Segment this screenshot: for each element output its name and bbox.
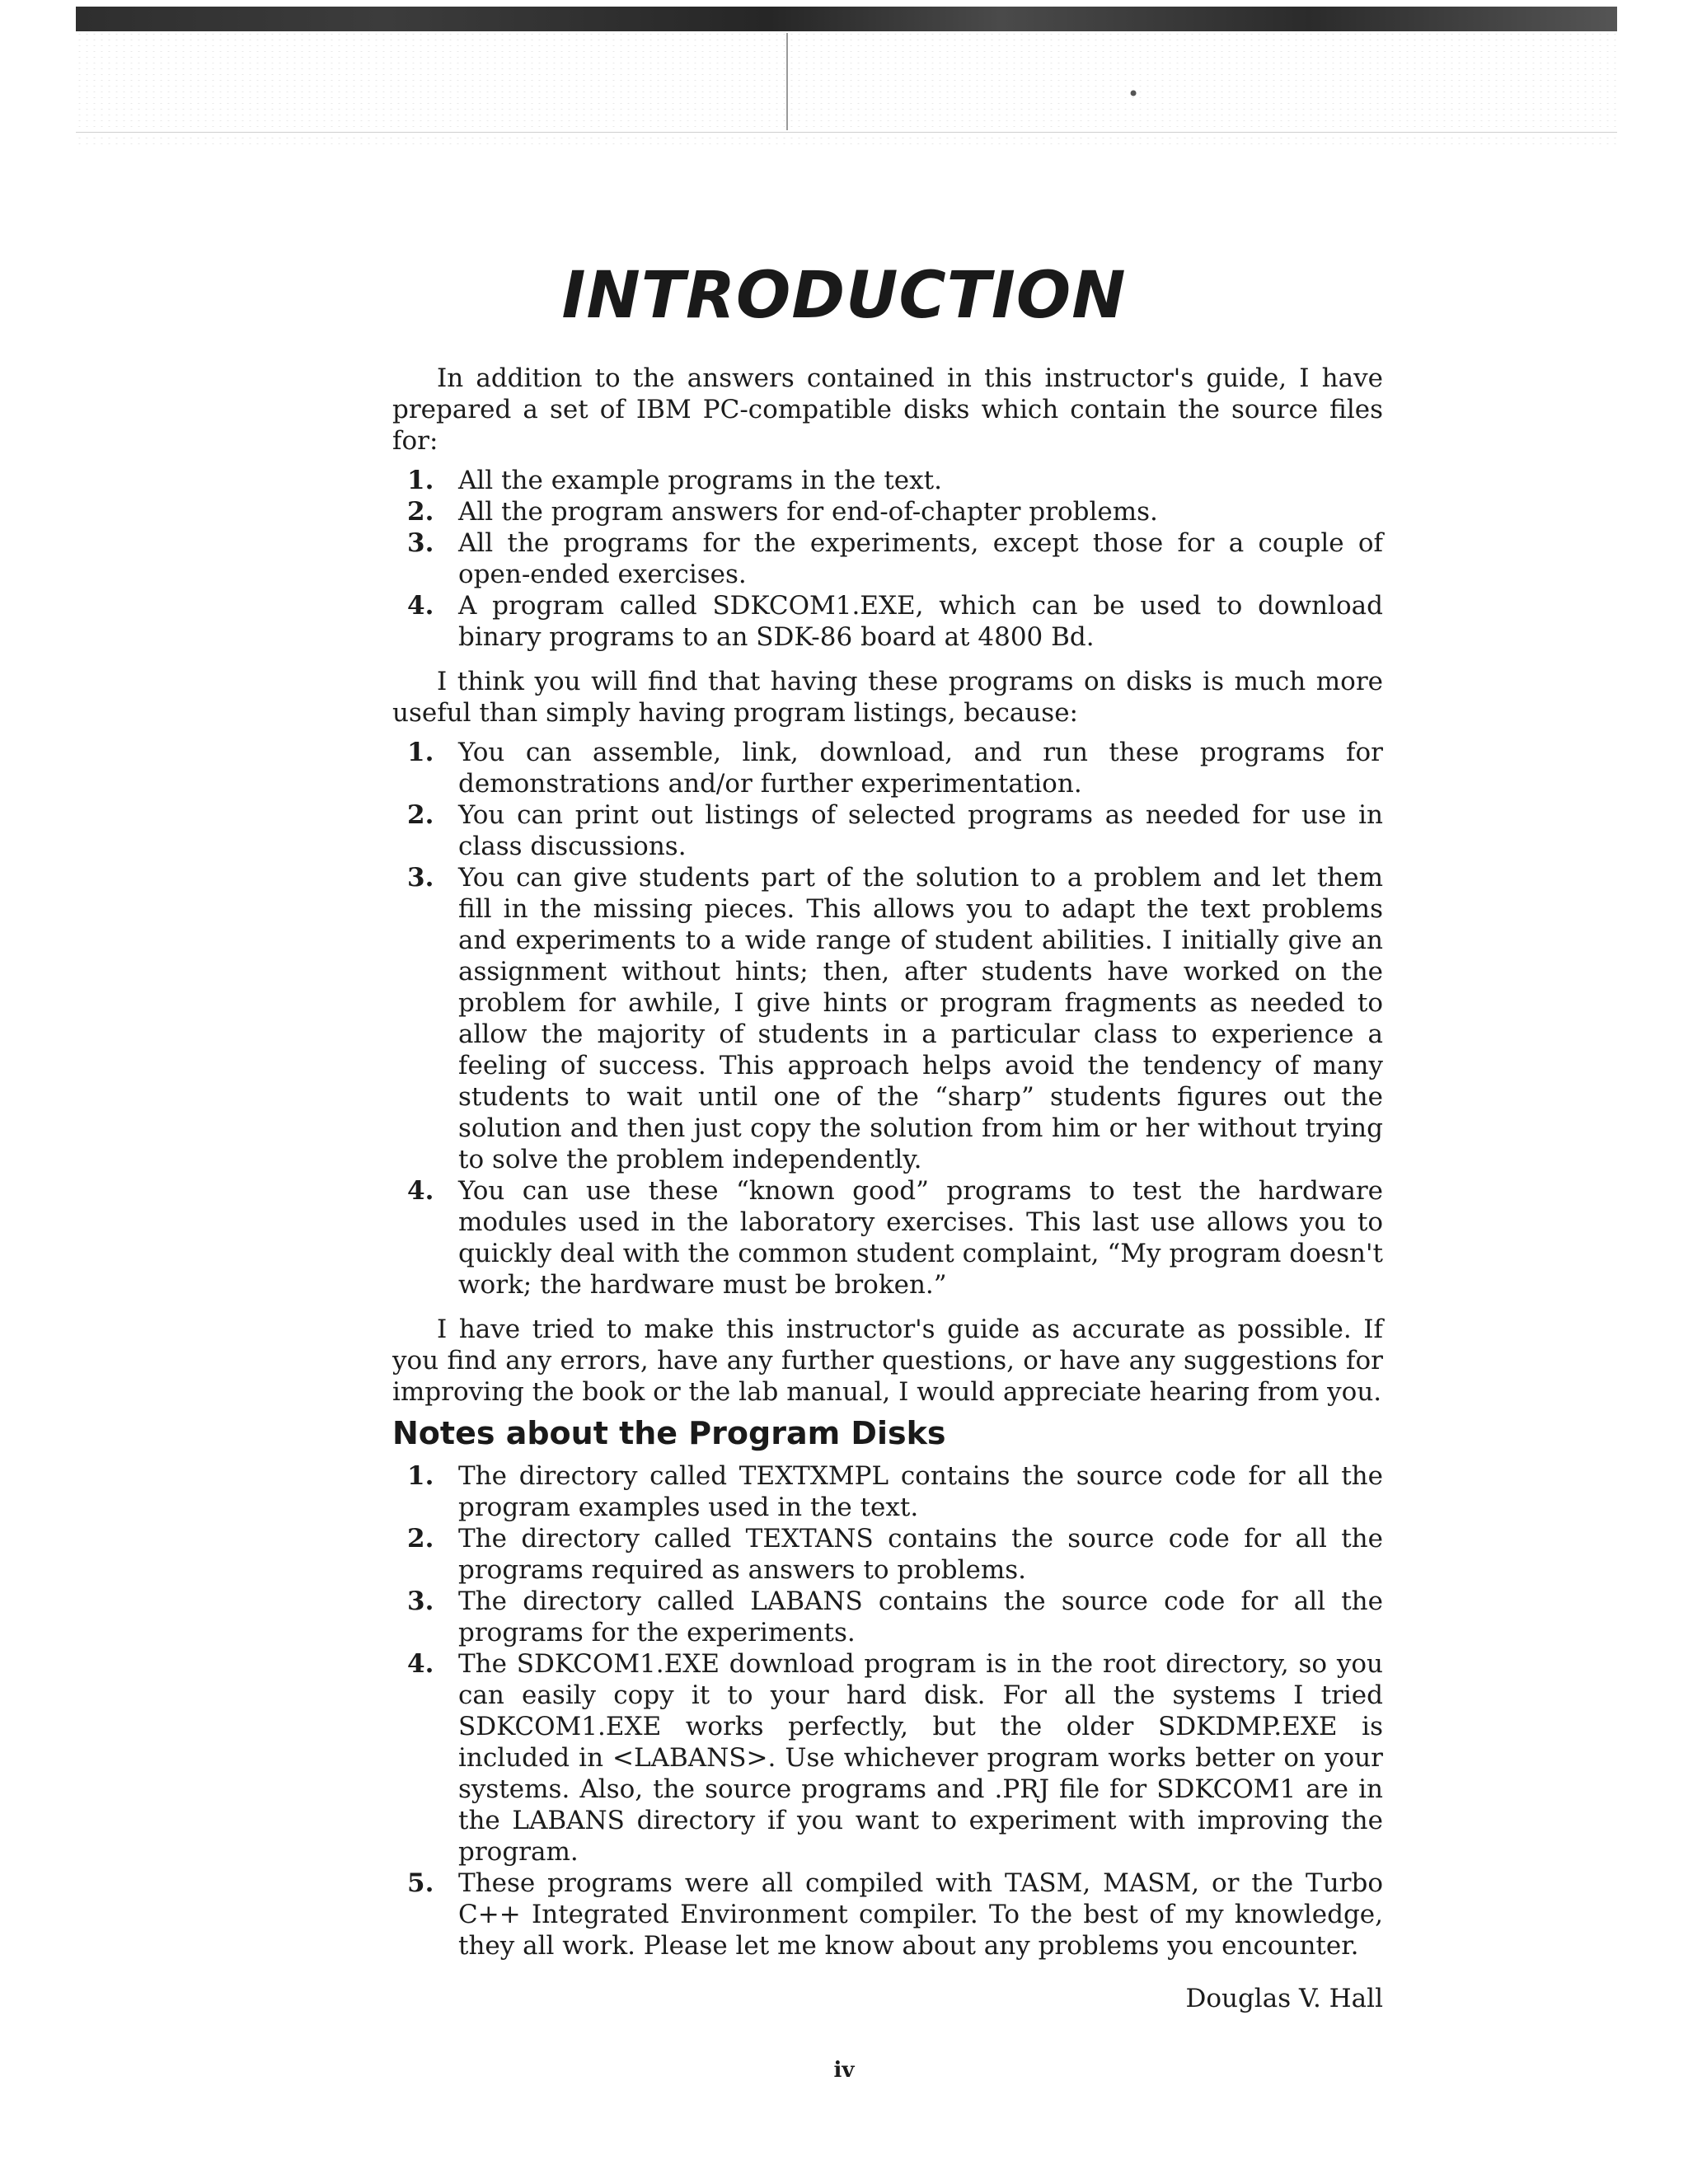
item-number: 1. [407,738,434,767]
item-text: The directory called TEXTANS contains the source code for all the programs required as answers to problems. [458,1524,1383,1585]
list-item [392,737,1383,799]
item-text: You can print out listings of selected programs as needed for use in class discussions. [458,800,1383,861]
list-item [392,527,1383,590]
item-number: 2. [407,1524,434,1554]
item-text: You can assemble, link, download, and run these programs for demonstrations and/or further experimentation. [458,738,1383,799]
list-item [392,1868,1383,1961]
list-item [392,590,1383,653]
disk-contents-list [392,465,1383,653]
page-title: INTRODUCTION [561,259,1127,334]
intro-paragraph: In addition to the answers contained in this instructor's guide, I have prepared a set of IBM PC-compatible disks which contain the source files for: [392,363,1383,456]
body-content [392,363,1383,2014]
item-number: 3. [407,1586,434,1616]
item-number: 3. [407,863,434,893]
section-heading: Notes about the Program Disks [392,1415,946,1451]
item-number: 1. [407,466,434,495]
item-text: You can use these “known good” programs to test the hardware modules used in the laboratory exercises. This last use allows you to quickly deal with the common student complaint, “My program doesn't work; the hardware must be broken.” [458,1176,1383,1300]
page-number: iv [833,2058,855,2083]
item-text: These programs were all compiled with TASM, MASM, or the Turbo C++ Integrated Environment compiler. To the best of my knowledge, they all work. Please let me know about any problems you encounter. [458,1868,1383,1961]
item-text: All the programs for the experiments, except those for a couple of open-ended exercises. [458,528,1383,589]
item-number: 5. [407,1868,434,1898]
author-signature: Douglas V. Hall [1185,1984,1383,2013]
scan-crease [786,33,788,130]
accuracy-paragraph: I have tried to make this instructor's guide as accurate as possible. If you find any errors, have any further questions, or have any suggestions for improving the book or the lab manual, I would appreciate hearing from you. [392,1315,1383,1407]
notes-list [392,1460,1383,1961]
item-number: 4. [407,591,434,621]
item-number: 2. [407,800,434,830]
item-number: 1. [407,1461,434,1491]
list-item [392,1175,1383,1301]
list-item [392,496,1383,527]
list-item [392,465,1383,496]
list-item [392,1586,1383,1648]
item-text: All the example programs in the text. [458,466,942,495]
item-text: You can give students part of the solution to a problem and let them fill in the missing pieces. This allows you to adapt the text problems and experiments to a wide range of student abilities. I initially give an assignment without hints; then, after students have worked on the problem for awhile, I give hints or program fragments as needed to allow the majority of students in a particular class to experience a feeling of success. This approach helps avoid the tendency of many students to wait until one of the “sharp” students figures out the solution and then just copy the solution from him or her without trying to solve the problem independently. [458,863,1383,1174]
list-item [392,862,1383,1175]
usefulness-paragraph: I think you will find that having these programs on disks is much more useful than simply having program listings, because: [392,667,1383,728]
item-number: 2. [407,497,434,527]
item-text: A program called SDKCOM1.EXE, which can be used to download binary programs to an SDK-86 board at 4800 Bd. [458,591,1383,652]
item-number: 4. [407,1176,434,1206]
item-text: All the program answers for end-of-chapter problems. [458,497,1158,527]
scan-rule [76,132,1617,133]
list-item [392,1460,1383,1523]
list-item [392,1648,1383,1868]
item-text: The SDKCOM1.EXE download program is in the root directory, so you can easily copy it to your hard disk. For all the systems I tried SDKCOM1.EXE works perfectly, but the older SDKDMP.EXE is included in <LABANS>. Use whichever program works better on your systems. Also, the source programs and .PRJ file for SDKCOM1 are in the LABANS directory if you want to experiment with improving the program. [458,1649,1383,1867]
item-number: 4. [407,1649,434,1679]
list-item [392,1523,1383,1586]
scan-speck: • [1128,82,1140,105]
reasons-list [392,737,1383,1301]
item-number: 3. [407,528,434,558]
item-text: The directory called LABANS contains the source code for all the programs for the experiments. [458,1586,1383,1647]
list-item [392,799,1383,862]
item-text: The directory called TEXTXMPL contains the source code for all the program examples used in the text. [458,1461,1383,1522]
scan-noise [76,31,1617,147]
scan-header-bar [76,7,1617,31]
